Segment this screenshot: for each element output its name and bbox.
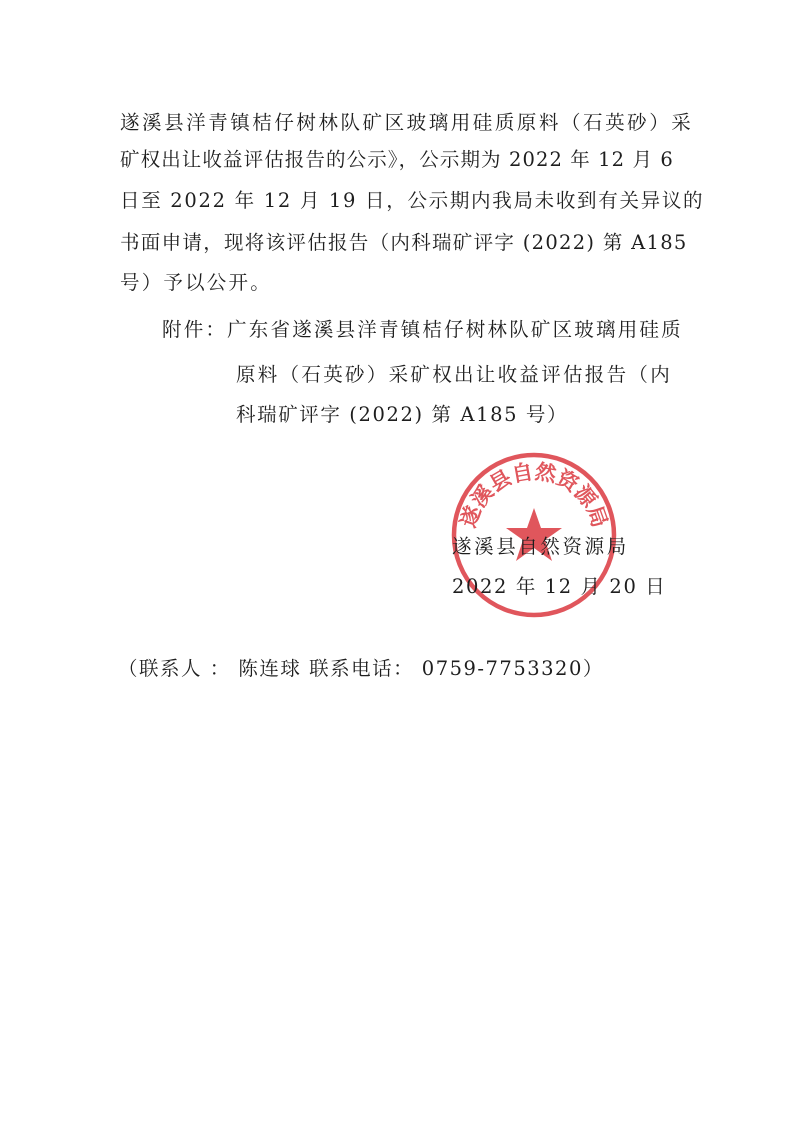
body-line-1: 遂溪县洋青镇桔仔树林队矿区玻璃用硅质原料（石英砂）采 [120,111,694,134]
seal-arc-textpath: 遂溪县自然资源局 [456,459,612,531]
body-line-2: 矿权出让收益评估报告的公示》，公示期为 2022 年 12 月 6 [120,148,674,171]
body-line-4: 书面申请，现将该评估报告（内科瑞矿评字 (2022) 第 A185 [120,231,688,254]
attachment-line-3: 科瑞矿评字 (2022) 第 A185 号） [236,403,569,426]
attachment-line-1: 附件：广东省遂溪县洋青镇桔仔树林队矿区玻璃用硅质 [162,318,683,341]
issuer-name: 遂溪县自然资源局 [452,535,629,558]
body-line-3: 日至 2022 年 12 月 19 日，公示期内我局未收到有关异议的 [120,189,705,212]
body-line-5: 号）予以公开。 [120,271,272,294]
contact-info: （联系人 ： 陈连球 联系电话： 0759-7753320） [118,657,604,680]
attachment-line-2: 原料（石英砂）采矿权出让收益评估报告（内 [236,363,673,386]
issue-date: 2022 年 12 月 20 日 [452,575,667,598]
